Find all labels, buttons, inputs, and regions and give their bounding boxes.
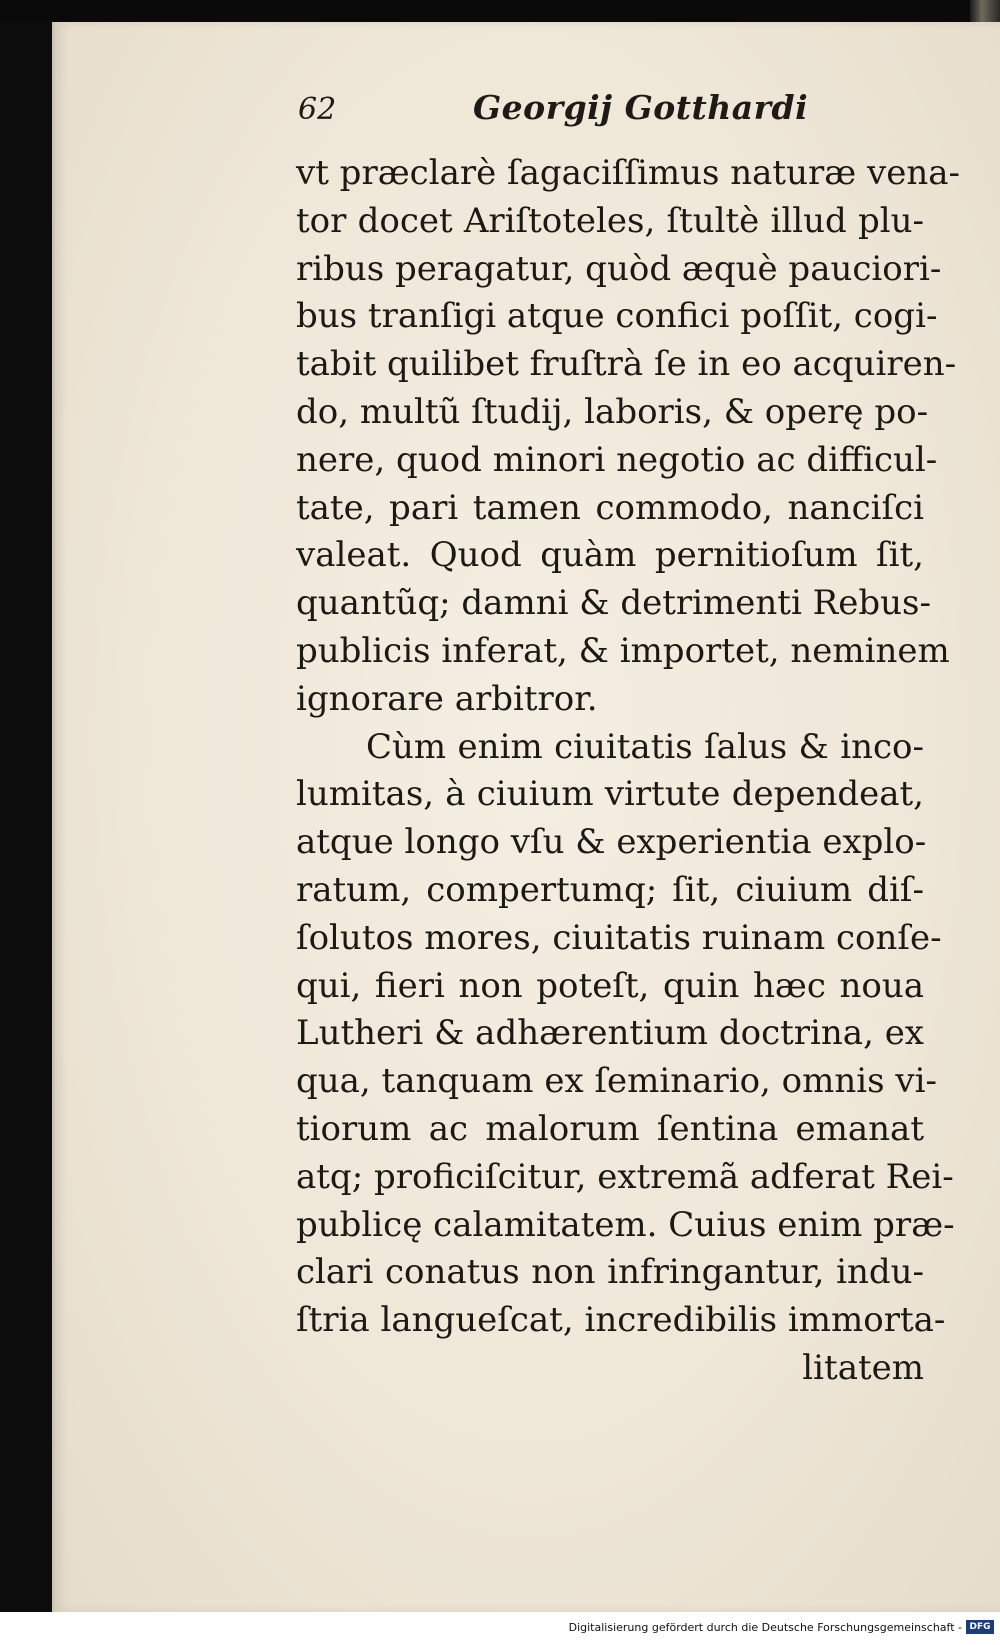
text-line: tiorum ac malorum ſentina emanat — [296, 1108, 924, 1149]
text-line: ribus peragatur, quòd æquè pauciori- — [296, 248, 942, 289]
text-line: publicis inferat, & importet, neminem — [296, 630, 950, 671]
text-line: Lutheri & adhærentium doctrina, ex — [296, 1013, 924, 1054]
text-line: bus tranſigi atque confici poſſit, cogi- — [296, 296, 938, 337]
text-line: do, multũ ſtudij, laboris, & operę po- — [296, 391, 929, 432]
text-line: qui, fieri non poteſt, quin hæc noua — [296, 965, 924, 1006]
digitization-footer — [0, 1612, 1000, 1645]
text-line: nere, quod minori negotio ac difficul- — [296, 439, 938, 480]
text-line: ſolutos mores, ciuitatis ruinam conſe- — [296, 917, 942, 958]
text-line: tor docet Ariſtoteles, ſtultè illud plu- — [296, 200, 924, 241]
running-head: Georgij Gotthardi — [473, 88, 809, 127]
text-line: tate, pari tamen commodo, nanciſci — [296, 487, 924, 528]
text-line: atque longo vſu & experientia explo- — [296, 822, 927, 863]
catchword: litatem — [802, 1347, 924, 1388]
dfg-logo: DFG — [966, 1620, 994, 1634]
text-line: atq; proficiſcitur, extremã adferat Rei- — [296, 1156, 954, 1197]
text-line: valeat. Quod quàm pernitioſum ſit, — [296, 535, 924, 576]
text-line: ratum, compertumq; ſit, ciuium diſ- — [296, 869, 924, 910]
page-header — [298, 88, 809, 138]
text-line: tabit quilibet fruſtrà ſe in eo acquiren- — [296, 344, 957, 385]
body-text — [296, 150, 960, 1393]
text-line: Cùm enim ciuitatis ſalus & inco- — [366, 726, 924, 767]
text-line: lumitas, à ciuium virtute dependeat, — [296, 774, 924, 815]
text-line: ignorare arbitror. — [296, 678, 598, 719]
page-number: 62 — [298, 92, 337, 127]
text-line: ſtria langueſcat, incredibilis immorta- — [296, 1300, 946, 1341]
funding-credit: Digitalisierung gefördert durch die Deutsche Forschungsgemeinschaft - — [568, 1621, 962, 1634]
text-line: publicę calamitatem. Cuius enim præ- — [296, 1204, 955, 1245]
text-line: clari conatus non infringantur, indu- — [296, 1252, 924, 1293]
text-line: qua, tanquam ex ſeminario, omnis vi- — [296, 1061, 937, 1102]
text-line: quantũq; damni & detrimenti Rebus- — [296, 583, 931, 624]
text-line: vt præclarè ſagaciſſimus naturæ vena- — [296, 153, 960, 193]
scan-top-border — [0, 0, 1000, 22]
